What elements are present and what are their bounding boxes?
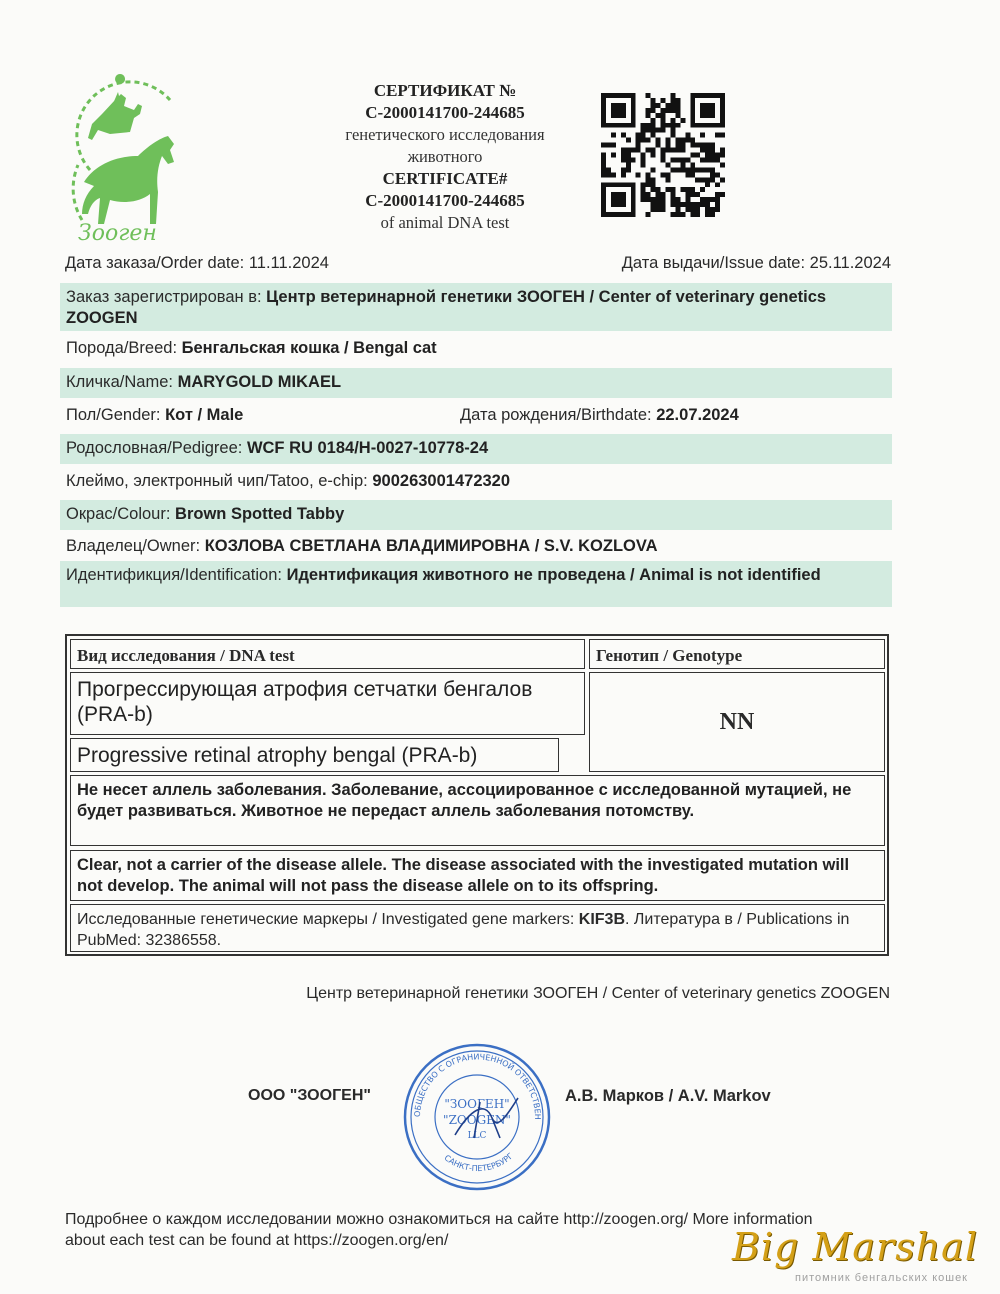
gene-marker-name: KIF3B: [578, 911, 626, 928]
test-name-ru: Прогрессирующая атрофия сетчатки бенгалов (PRA-b): [70, 672, 585, 735]
issue-date-label: Дата выдачи/Issue date:: [621, 254, 806, 272]
watermark: [700, 1225, 990, 1285]
stamp-city-text: САНКТ-ПЕТЕРБУРГ: [442, 1151, 515, 1174]
pedigree-value: WCF RU 0184/H-0027-10778-24: [246, 439, 489, 457]
breed-value: Бенгальская кошка / Bengal cat: [181, 339, 437, 357]
registered-value: Центр ветеринарной генетики ЗООГЕН / Center of veterinary genetics ZOOGEN: [66, 288, 827, 327]
colour-value: Brown Spotted Tabby: [175, 505, 345, 523]
stamp-center-en: "ZOOGEN": [443, 1113, 511, 1127]
gender-label: Пол/Gender:: [66, 406, 161, 424]
watermark-title: Big Marshal: [732, 1225, 978, 1269]
chip-row: [60, 467, 892, 497]
birthdate-value: 22.07.2024: [656, 406, 739, 424]
identification-value: Идентификация животного не проведена / Animal is not identified: [286, 566, 821, 584]
colour-row: [60, 500, 892, 530]
signer-name: А.В. Марков / A.V. Markov: [565, 1087, 771, 1105]
gender-row: [60, 401, 892, 431]
order-date-value: 11.11.2024: [248, 254, 329, 272]
owner-label: Владелец/Owner:: [66, 537, 201, 555]
identification-row: [60, 561, 892, 607]
registered-row: [60, 283, 892, 331]
gender-value: Кот / Male: [165, 406, 244, 424]
footer-note: Подробнее о каждом исследовании можно ознакомиться на сайте http://zoogen.org/ More information about each test can be found at https://zoogen.org/en/: [65, 1211, 813, 1249]
issuer-line: Центр ветеринарной генетики ЗООГЕН / Center of veterinary genetics ZOOGEN: [306, 985, 890, 1002]
owner-value: КОЗЛОВА СВЕТЛАНА ВЛАДИМИРОВНА / S.V. KOZLOVA: [204, 537, 658, 555]
dna-test-table: [65, 634, 889, 956]
name-row: [60, 368, 892, 398]
zoogen-logo: [60, 70, 190, 245]
gene-markers-suffix: . Литература в / Publications in PubMed: 32386558.: [77, 911, 850, 949]
order-date-label: Дата заказа/Order date:: [65, 254, 245, 272]
chip-value: 900263001472320: [372, 472, 511, 490]
stamp-seal-icon: [400, 1040, 555, 1195]
chip-label: Клеймо, электронный чип/Tatoo, e-chip:: [66, 472, 368, 490]
header-genotype: Генотип / Genotype: [589, 639, 885, 669]
identification-label: Идентификция/Identification:: [66, 566, 282, 584]
pedigree-row: [60, 434, 892, 464]
title-ru-desc-2: животного: [407, 147, 483, 166]
issue-date: [622, 254, 891, 273]
stamp-ring-text: ОБЩЕСТВО С ОГРАНИЧЕННОЙ ОТВЕТСТВЕН: [412, 1052, 543, 1120]
owner-row: [60, 532, 892, 562]
qr-code-icon: [600, 93, 726, 217]
title-en-desc: of animal DNA test: [380, 213, 510, 232]
name-label: Кличка/Name:: [66, 373, 173, 391]
breed-label: Порода/Breed:: [66, 339, 178, 357]
gene-markers-prefix: Исследованные генетические маркеры / Investigated gene markers:: [77, 911, 575, 928]
header-dna-test: Вид исследования / DNA test: [70, 639, 585, 669]
certificate-title: [280, 80, 610, 234]
watermark-subtitle: питомник бенгальских кошек: [794, 1272, 968, 1284]
title-ru-label: СЕРТИФИКАТ №: [373, 81, 517, 100]
qr-code[interactable]: [600, 93, 726, 217]
issue-date-value: 25.11.2024: [809, 254, 891, 272]
registered-label: Заказ зарегистрирован в:: [66, 288, 262, 306]
official-stamp: [400, 1040, 555, 1195]
logo-text: Зооген: [78, 221, 157, 245]
title-en-label: CERTIFICATE#: [382, 169, 508, 188]
organization-name: ООО "ЗООГЕН": [248, 1087, 371, 1104]
stamp-center-ru: "ЗООГЕН": [444, 1097, 510, 1111]
title-ru-desc-1: генетического исследования: [345, 125, 545, 144]
certificate-number-ru: C-2000141700-244685: [365, 103, 525, 122]
name-value: MARYGOLD MIKAEL: [177, 373, 342, 391]
horse-logo-icon: [60, 70, 190, 245]
gene-markers: [70, 904, 885, 952]
dates-row: [65, 254, 891, 276]
certificate-number-en: C-2000141700-244685: [365, 191, 525, 210]
test-name-en: Progressive retinal atrophy bengal (PRA-b): [70, 738, 559, 772]
result-description-en: Clear, not a carrier of the disease allele. The disease associated with the investigated mutation will not develop. The animal will not pass the disease allele on to its offspring.: [70, 850, 885, 901]
colour-label: Окрас/Colour:: [66, 505, 171, 523]
genotype-result: NN: [589, 672, 885, 772]
birthdate: [460, 405, 739, 426]
svg-text:САНКТ-ПЕТЕРБУРГ: [443, 1151, 516, 1173]
breed-row: [60, 334, 892, 364]
stamp-center-llc: LLC: [467, 1131, 487, 1141]
pedigree-label: Родословная/Pedigree:: [66, 439, 243, 457]
birthdate-label: Дата рождения/Birthdate:: [460, 406, 652, 424]
result-description-ru: Не несет аллель заболевания. Заболевание, ассоциированное с исследованной мутацией, не будет развиваться. Животное не передаст аллель заболевания потомству.: [70, 775, 885, 846]
order-date: [65, 254, 329, 273]
